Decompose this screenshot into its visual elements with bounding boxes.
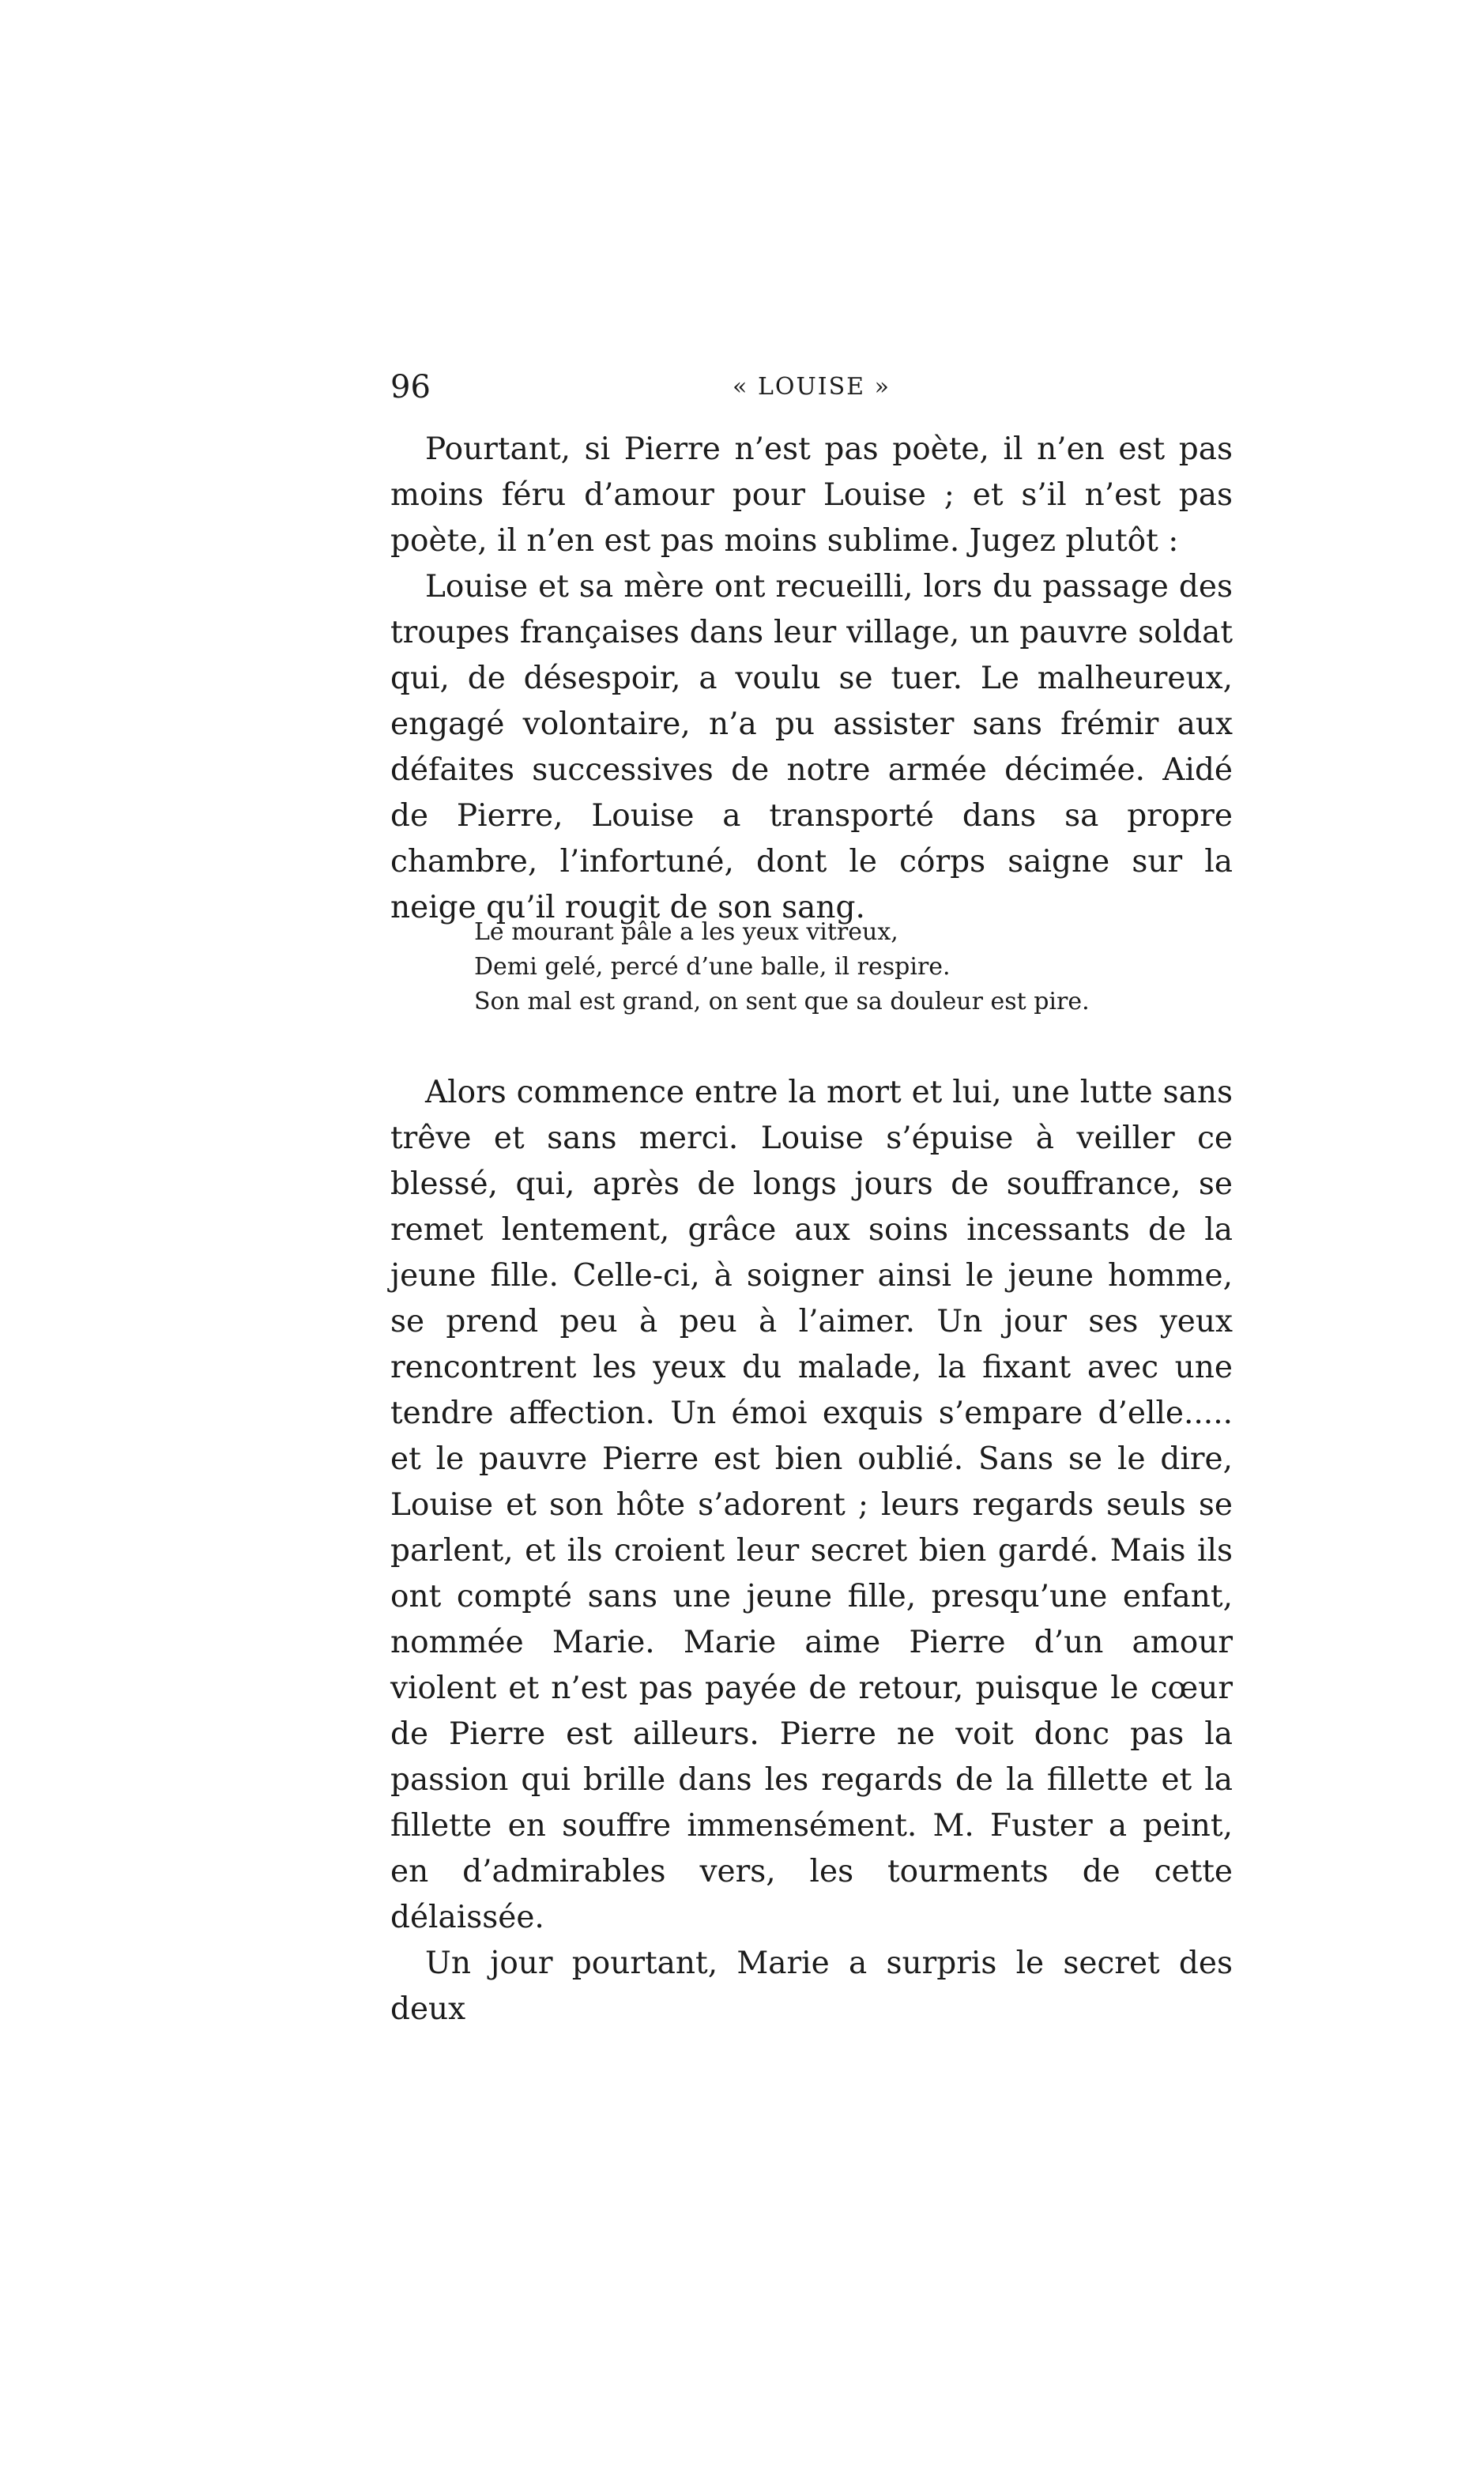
verse-line: Son mal est grand, on sent que sa douleur est pire. [474,988,1090,1015]
page-number: 96 [390,369,431,405]
paragraph: Pourtant, si Pierre n’est pas poète, il n’en est pas moins féru d’amour pour Louise ; et s’il n’est pas poète, il n’en est pas moins sublime. Jugez plutôt : [390,431,1233,559]
verse-line: Demi gelé, percé d’une balle, il respire. [474,953,951,981]
page-header [390,365,1233,409]
verse-quote [474,915,1185,1019]
paragraph: Louise et sa mère ont recueilli, lors du passage des troupes françaises dans leur village, un pauvre soldat qui, de désespoir, a voulu se tuer. Le malheureux, engagé volontaire, n’a pu assister sans frémir aux défaites successives de notre armée décimée. Aidé de Pierre, Louise a transporté dans sa propre chambre, l’infortuné, dont le córps saigne sur la neige qu’il rougit de son sang. [390,569,1233,925]
running-title: « LOUISE » [733,373,891,401]
paragraph: Alors commence entre la mort et lui, une lutte sans trêve et sans merci. Louise s’épuise à veiller ce blessé, qui, après de longs jours de souffrance, se remet lentement, grâce aux soins incessants de la jeune fille. Celle-ci, à soigner ainsi le jeune homme, se prend peu à peu à l’aimer. Un jour ses yeux rencontrent les yeux du malade, la fixant avec une tendre affection. Un émoi exquis s’empare d’elle..... et le pauvre Pierre est bien oublié. Sans se le dire, Louise et son hôte s’adorent ; leurs regards seuls se parlent, et ils croient leur secret bien gardé. Mais ils ont compté sans une jeune fille, presqu’une enfant, nommée Marie. Marie aime Pierre d’un amour violent et n’est pas payée de retour, puisque le cœur de Pierre est ailleurs. Pierre ne voit donc pas la passion qui brille dans les regards de la fillette et la fillette en souffre immensément. M. Fuster a peint, en d’admirables vers, les tourments de cette délaissée. [390,1075,1233,1935]
verse-line: Le mourant pâle a les yeux vitreux, [474,918,898,946]
body-text-before-quote [390,427,1233,931]
paragraph: Un jour pourtant, Marie a surpris le secret des deux [390,1946,1233,2027]
body-text-after-quote [390,1070,1233,2032]
